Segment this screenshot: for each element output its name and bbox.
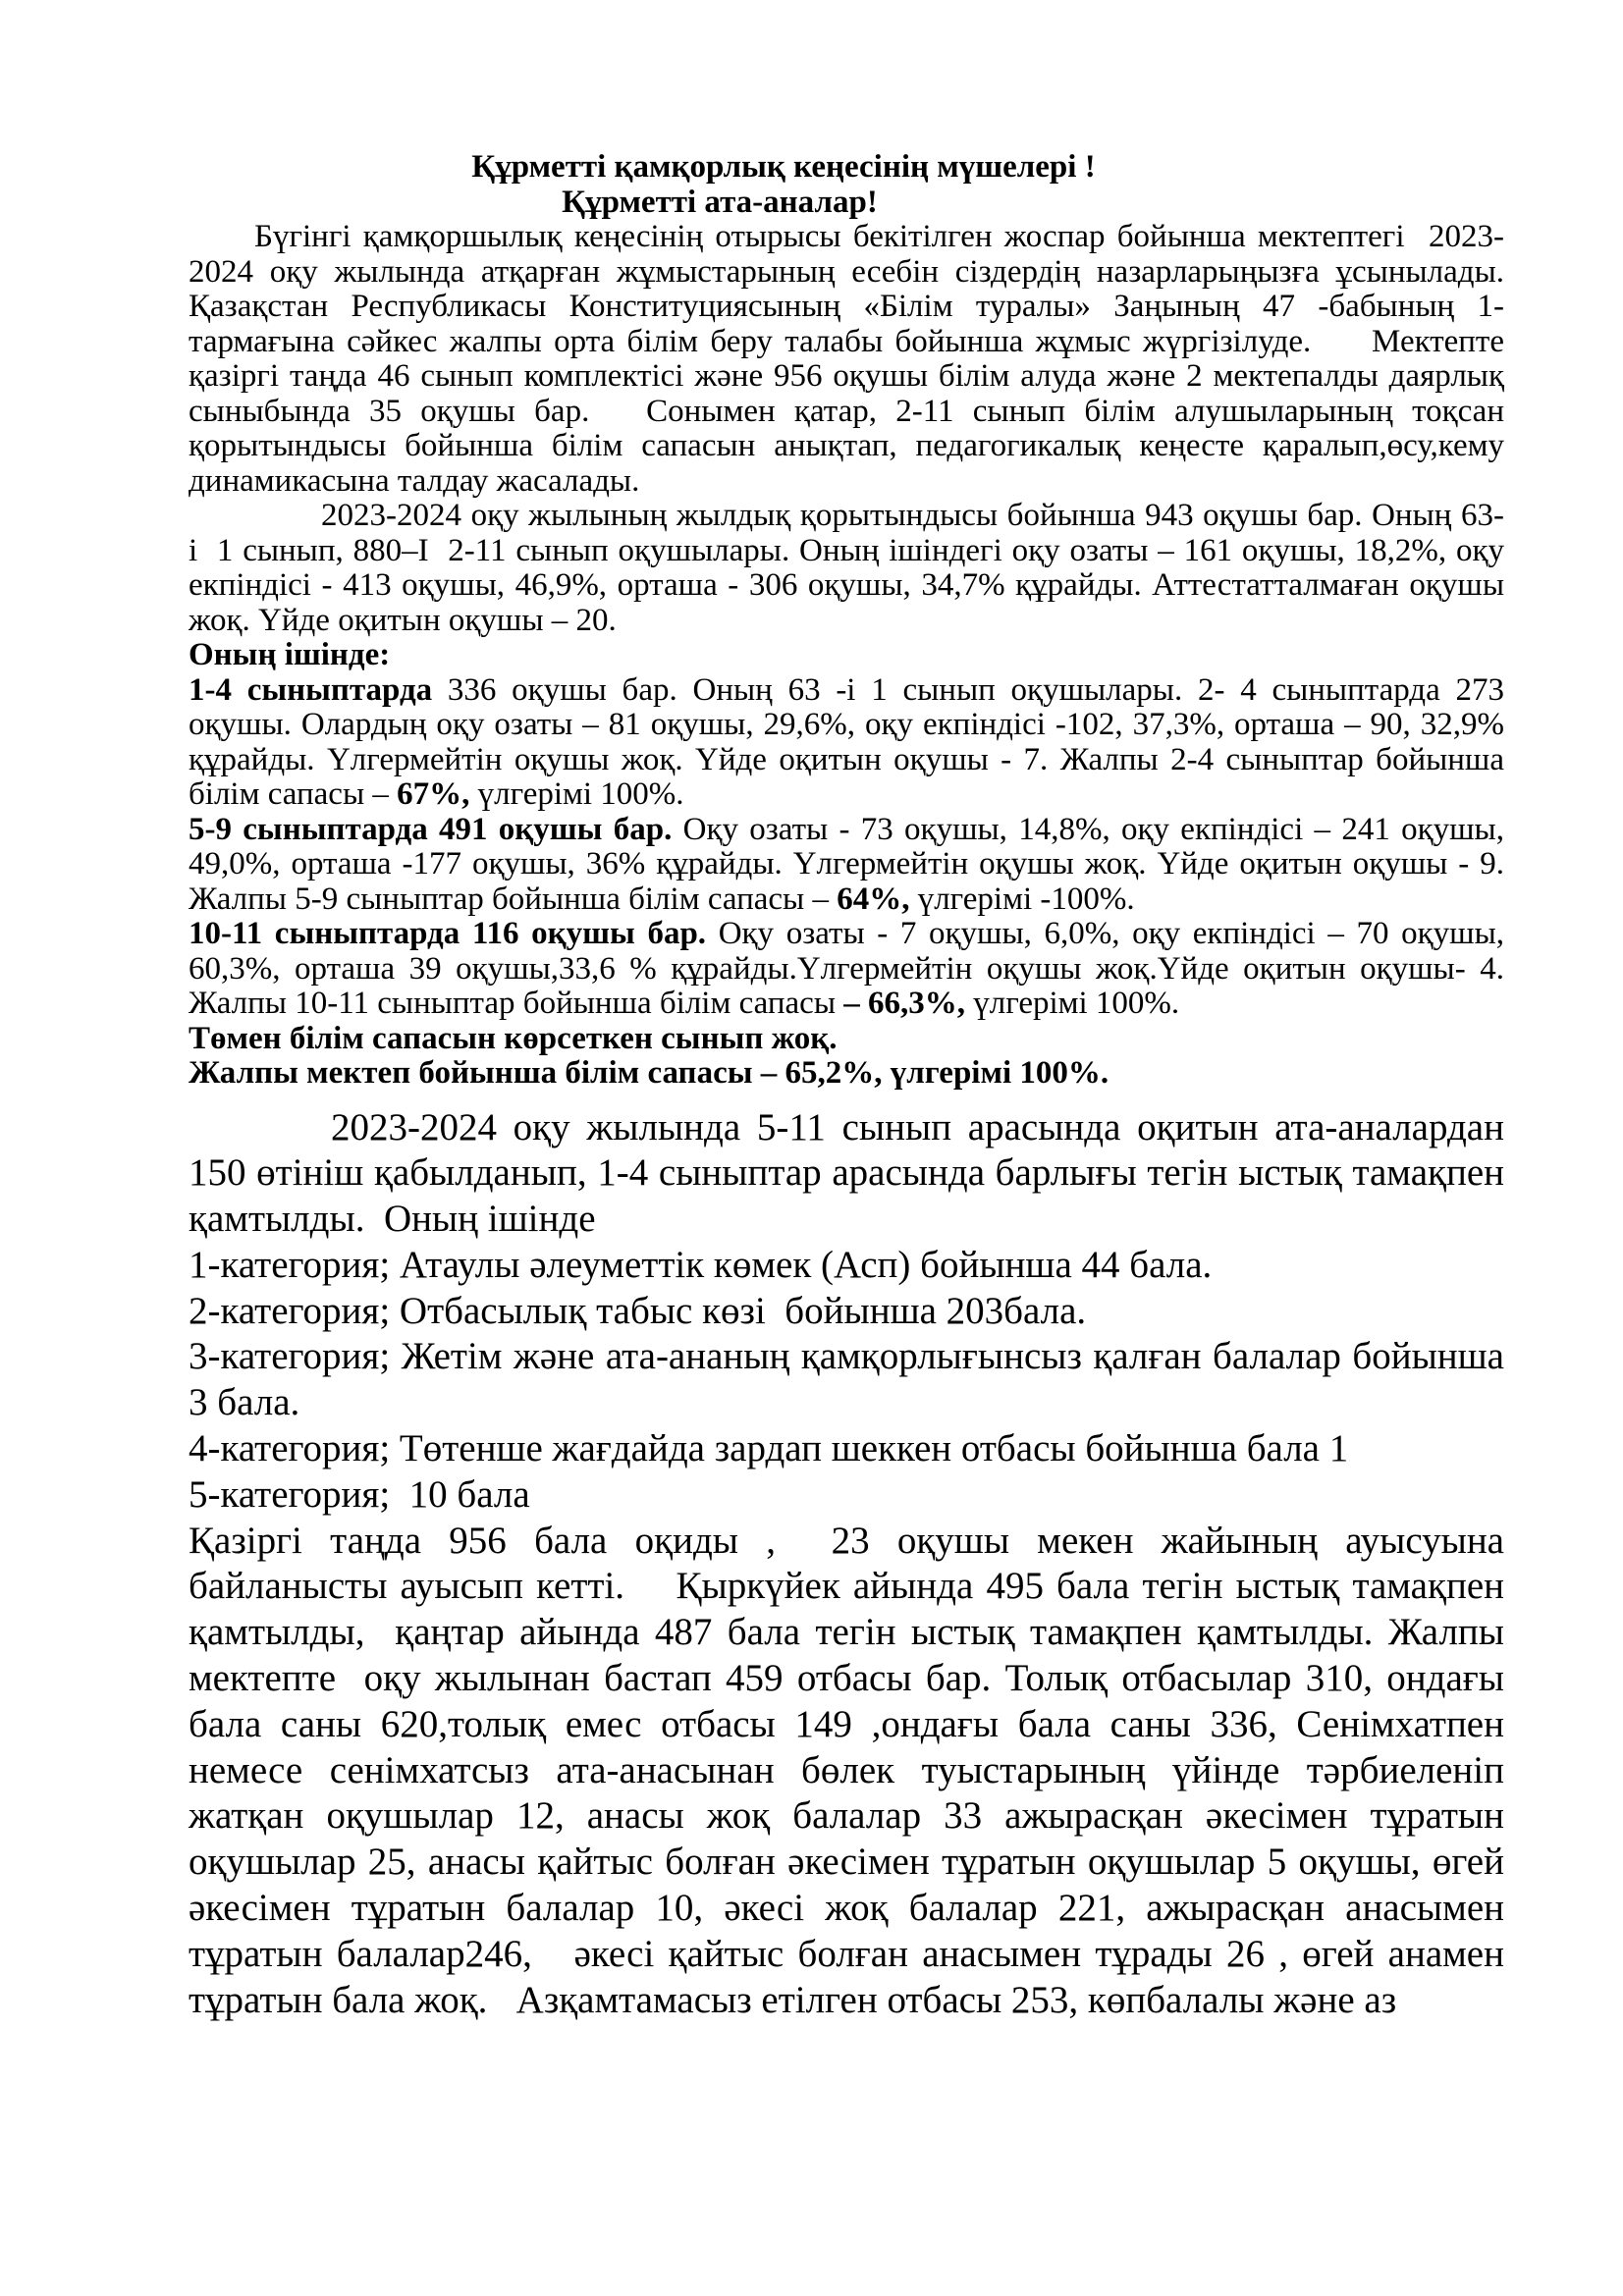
meals-paragraph: 2023-2024 оқу жылында 5-11 сынып арасында оқитын ата-аналардан 150 өтініш қабылданып, 1-4 сыныптар арасында барлығы тегін ыстық тамақпен қамтылды. Оның ішінде [189, 1105, 1514, 1241]
grades-1-4-body: 336 оқушы бар. Оның 63 -і 1 сынып оқушылары. 2- 4 сыныптарда 273 оқушы. Олардың оқу озаты – 81 оқушы, 29,6%, оқу екпіндісі -102, 37,3%, орташа – 90, 32,9% құрайды. Үлгермейтін оқушы жоқ. Үйде оқитын оқушы - 7. Жалпы 2-4 сыныптар бойынша білім сапасы – [189, 671, 1513, 812]
category-line-5: 5-категория; 10 бала [189, 1472, 530, 1516]
grades-10-11-tail: үлгерімі 100%. [965, 986, 1180, 1021]
low-quality-line: Төмен білім сапасын көрсеткен сынып жоқ. [189, 1020, 838, 1056]
grades-5-9-body: Оқу озаты - 73 оқушы, 14,8%, оқу екпіндісі – 241 оқушы, 49,0%, орташа -177 оқушы, 36% құрайды. Үлгермейтін оқушы жоқ. Үйде оқитын оқушы - 9. Жалпы 5-9 сыныптар бойынша білім сапасы – [189, 811, 1513, 917]
grades-5-9-lead: 5-9 сыныптарда 491 оқушы бар. [189, 811, 673, 847]
grades-5-9-paragraph [189, 811, 1513, 918]
intro-paragraph: Бүгінгі қамқоршылық кеңесінің отырысы бекітілген жоспар бойынша мектептегі 2023-2024 оқу жылында атқарған жұмыстарының есебін сіздердің назарларыңызға ұсынылады. Қазақстан Республикасы Конституциясының «Білім туралы» Заңының 47 -бабының 1-тармағына сәйкес жалпы орта білім беру талабы бойынша жұмыс жүргізілуде. Мектепте қазіргі таңда 46 сынып комплектісі және 956 оқушы білім алуда және 2 мектепалды даярлық сыныбында 35 оқушы бар. Сонымен қатар, 2-11 сынып білім алушыларының тоқсан қорытындысы бойынша білім сапасын анықтап, педагогикалық кеңесте қаралып,өсу,кему динамикасына талдау жасалады. [189, 219, 1513, 499]
grades-10-11-body: Оқу озаты - 7 оқушы, 6,0%, оқу екпіндісі – 70 оқушы, 60,3%, орташа 39 оқушы,33,6 % құрайды.Үлгермейтін оқушы жоқ.Үйде оқитын оқушы- 4. Жалпы 10-11 сыныптар бойынша білім сапасы [189, 916, 1513, 1021]
category-line-2: 2-категория; Отбасылық табыс көзі бойынша 203бала. [189, 1289, 1087, 1332]
grades-5-9-quality: 64%, [837, 881, 910, 917]
year-summary-paragraph: 2023-2024 оқу жылының жылдық қорытындысы бойынша 943 оқушы бар. Оның 63-і 1 сынып, 880–І 2-11 сынып оқушылары. Оның ішіндегі оқу озаты – 161 оқушы, 18,2%, оқу екпіндісі - 413 оқушы, 46,9%, орташа - 306 оқушы, 34,7% құрайды. Аттестатталмаған оқушы жоқ. Үйде оқитын оқушы – 20. [189, 498, 1513, 638]
heading-line-2: Құрметті ата-аналар! [562, 184, 878, 220]
grades-10-11-quality: – 66,3%, [843, 986, 965, 1021]
school-quality-line: Жалпы мектеп бойынша білім сапасы – 65,2%, үлгерімі 100%. [189, 1055, 1109, 1091]
grades-1-4-paragraph [189, 671, 1513, 813]
category-line-4: 4-категория; Төтенше жағдайда зардап шеккен отбасы бойынша бала 1 [189, 1427, 1349, 1470]
category-line-1: 1-категория; Атаулы әлеуметтік көмек (Асп) бойынша 44 бала. [189, 1243, 1213, 1286]
grades-1-4-lead: 1-4 сыныптарда [189, 671, 433, 708]
grades-10-11-lead: 10-11 сыныптарда 116 оқушы бар. [189, 916, 707, 951]
grades-5-9-tail: үлгерімі -100%. [909, 881, 1135, 917]
including-label: Оның ішінде: [189, 637, 391, 672]
families-paragraph: Қазіргі таңда 956 бала оқиды , 23 оқушы мекен жайының ауысуына байланысты ауысып кетті. Қыркүйек айында 495 бала тегін ыстық тамақпен қамтылды, қаңтар айында 487 бала тегін ыстық тамақпен қамтылды. Жалпы мектепте оқу жылынан бастап 459 отбасы бар. Толық отбасылар 310, ондағы бала саны 620,толық емес отбасы 149 ,ондағы бала саны 336, Сенімхатпен немесе сенімхатсыз ата-анасынан бөлек туыстарының үйінде тәрбиеленіп жатқан оқушылар 12, анасы жоқ балалар 33 ажырасқан әкесімен тұратын оқушылар 25, анасы қайтыс болған әкесімен тұратын оқушылар 5 оқушы, өгей әкесімен тұратын балалар 10, әкесі жоқ балалар 221, ажырасқан анасымен тұратын балалар246, әкесі қайтыс болған анасымен тұрады 26 , өгей анамен тұратын бала жоқ. Азқамтамасыз етілген отбасы 253, көпбалалы және аз [189, 1519, 1514, 2021]
heading-line-1: Құрметті қамқорлық кеңесінің мүшелері ! [471, 149, 1096, 185]
grades-1-4-quality: 67%, [397, 776, 470, 812]
grades-1-4-tail: үлгерімі 100%. [469, 776, 684, 812]
grades-10-11-paragraph [189, 916, 1513, 1022]
category-line-3: 3-категория; Жетім және ата-ананың қамқорлығынсыз қалған балалар бойынша 3 бала. [189, 1335, 1514, 1424]
